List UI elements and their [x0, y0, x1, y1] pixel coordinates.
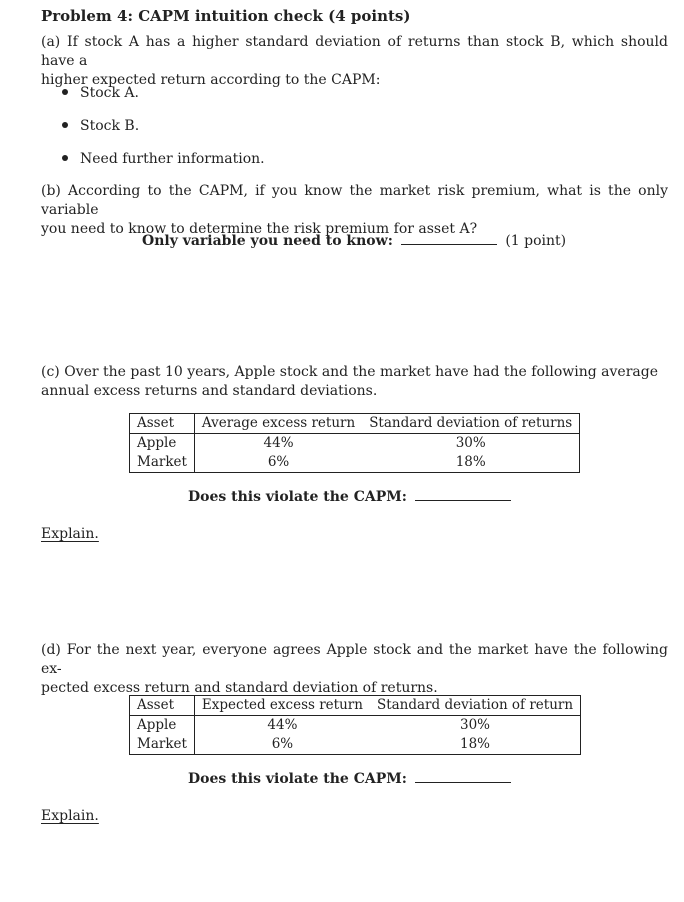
table-row	[130, 434, 580, 454]
cell-stddev: 18%	[455, 454, 486, 470]
option-stock-b	[62, 117, 139, 136]
part-d-line-2: pected excess return and standard deviation of returns.	[41, 680, 438, 696]
part-c-table	[129, 413, 580, 473]
bullet-icon	[62, 155, 68, 161]
option-label: Stock A.	[80, 85, 139, 101]
table-row	[130, 735, 581, 755]
problem-title: Problem 4: CAPM intuition check (4 points)	[41, 7, 411, 25]
option-label: Stock B.	[80, 118, 140, 134]
part-d-explain: Explain.	[41, 808, 99, 824]
header-return: Average excess return	[194, 414, 362, 434]
part-b-line-2: you need to know to determine the risk premium for asset A?	[41, 221, 478, 237]
part-b-line-1: (b) According to the CAPM, if you know the market risk premium, what is the only variable	[41, 183, 668, 218]
table-row	[130, 453, 580, 473]
part-c-line-1: (c) Over the past 10 years, Apple stock and the market have had the following average	[41, 364, 659, 380]
part-d-line-1: (d) For the next year, everyone agrees Apple stock and the market have the following ex-	[41, 642, 668, 677]
part-a-question	[41, 33, 668, 90]
header-asset: Asset	[130, 414, 195, 434]
header-return: Expected excess return	[194, 696, 370, 716]
cell-stddev: 18%	[460, 736, 491, 752]
header-asset: Asset	[130, 696, 195, 716]
part-d-question	[41, 641, 668, 698]
bullet-icon	[62, 89, 68, 95]
cell-asset: Apple	[130, 716, 195, 736]
cell-asset: Market	[130, 453, 195, 473]
part-b-answer-row	[142, 233, 566, 249]
table-row	[130, 716, 581, 736]
part-b-question	[41, 182, 668, 239]
header-stddev: Standard deviation of return	[370, 696, 581, 716]
part-d-table	[129, 695, 581, 755]
part-a-line-2: higher expected return according to the CAPM:	[41, 72, 381, 88]
cell-return: 6%	[271, 736, 294, 752]
answer-blank[interactable]	[415, 499, 511, 501]
part-c-question	[41, 363, 668, 401]
question-label: Does this violate the CAPM:	[188, 489, 407, 505]
part-d-answer-row	[188, 771, 511, 787]
part-c-answer-row	[188, 489, 511, 505]
option-need-info	[62, 150, 265, 169]
cell-stddev: 30%	[455, 435, 486, 451]
part-a-line-1: (a) If stock A has a higher standard deviation of returns than stock B, which should have a	[41, 34, 668, 69]
cell-asset: Market	[130, 735, 195, 755]
part-c-line-2: annual excess returns and standard deviations.	[41, 383, 378, 399]
cell-return: 44%	[263, 435, 294, 451]
table-header-row	[130, 696, 581, 716]
header-stddev: Standard deviation of returns	[362, 414, 580, 434]
option-stock-a	[62, 84, 139, 103]
option-label: Need further information.	[80, 151, 265, 167]
question-label: Does this violate the CAPM:	[188, 771, 407, 787]
cell-asset: Apple	[130, 434, 195, 454]
answer-blank[interactable]	[401, 243, 497, 245]
points-label: (1 point)	[505, 233, 567, 249]
bullet-icon	[62, 122, 68, 128]
part-c-explain: Explain.	[41, 526, 99, 542]
cell-return: 44%	[267, 717, 298, 733]
table-header-row	[130, 414, 580, 434]
cell-stddev: 30%	[460, 717, 491, 733]
answer-label: Only variable you need to know:	[142, 233, 393, 249]
cell-return: 6%	[267, 454, 290, 470]
answer-blank[interactable]	[415, 781, 511, 783]
